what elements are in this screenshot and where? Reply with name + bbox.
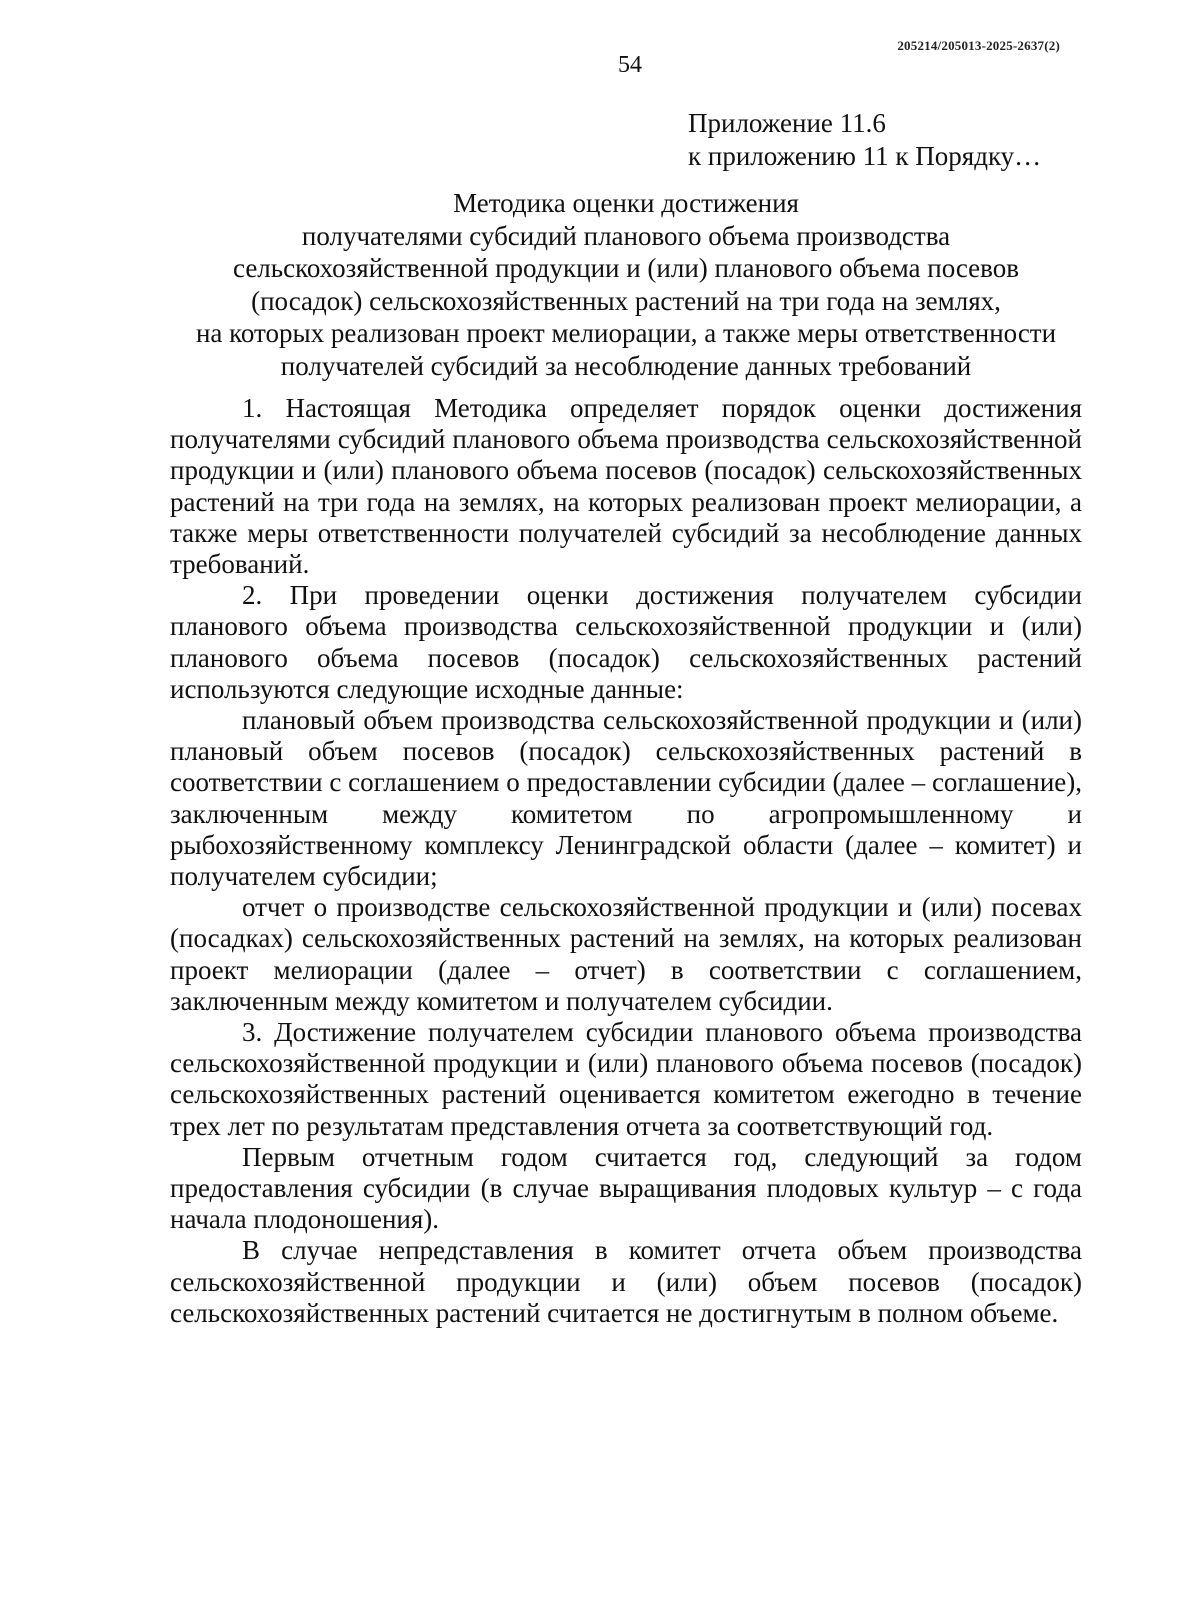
appendix-line-2: к приложению 11 к Порядку… [688,141,1042,171]
paragraph-2: 2. При проведении оценки достижения получателем субсидии планового объема производства сельскохозяйственной продукции и (или) планового объема посевов (посадок) сельскохозяйственных растений используются следующие исходные данные: [170,580,1082,704]
appendix-line-1: Приложение 11.6 [688,108,886,138]
title-line: получателей субсидий за несоблюдение данных требований [280,350,972,381]
document-body [170,393,1082,1329]
page-number: 54 [618,52,642,78]
document-title [170,187,1082,382]
paragraph-3: 3. Достижение получателем субсидии планового объема производства сельскохозяйственной продукции и (или) планового объема посевов (посадок) сельскохозяйственных растений оценивается комитетом ежегодно в течение трех лет по результатам представления отчета за соответствующий год. [170,1017,1082,1141]
paragraph-1: 1. Настоящая Методика определяет порядок оценки достижения получателями субсидий планового объема производства сельскохозяйственной продукции и (или) планового объема посевов (посадок) сельскохозяйственных растений на три года на землях, на которых реализован проект мелиорации, а также меры ответственности получателей субсидий за несоблюдение данных требований. [170,393,1082,580]
appendix-reference [688,107,1041,173]
title-line: сельскохозяйственной продукции и (или) планового объема посевов [233,253,1019,283]
paragraph-2-item-report: отчет о производстве сельскохозяйственной продукции и (или) посевах (посадках) сельскохозяйственных растений на землях, на которых реализован проект мелиорации (далее – отчет) в соответствии с соглашением, заключенным между комитетом и получателем субсидии. [170,892,1082,1016]
title-line: получателями субсидий планового объема производства [301,220,951,251]
title-line: Методика оценки достижения [453,188,799,218]
title-line: (посадок) сельскохозяйственных растений на три года на землях, [251,285,1001,316]
paragraph-2-item-plan: плановый объем производства сельскохозяйственной продукции и (или) плановый объем посевов (посадок) сельскохозяйственных растений в соответствии с соглашением о предоставлении субсидии (далее – соглашение), заключенным между комитетом по агропромышленному и рыбохозяйственному комплексу Ленинградской области (далее – комитет) и получателем субсидии; [170,705,1082,892]
title-line: на которых реализован проект мелиорации, а также меры ответственности [195,318,1057,348]
document-code: 205214/205013-2025-2637(2) [897,38,1060,53]
paragraph-3-first-year: Первым отчетным годом считается год, следующий за годом предоставления субсидии (в случае выращивания плодовых культур – с года начала плодоношения). [170,1141,1082,1235]
paragraph-3-non-submission: В случае непредставления в комитет отчета объем производства сельскохозяйственной продукции и (или) объем посевов (посадок) сельскохозяйственных растений считается не достигнутым в полном объеме. [170,1235,1082,1328]
